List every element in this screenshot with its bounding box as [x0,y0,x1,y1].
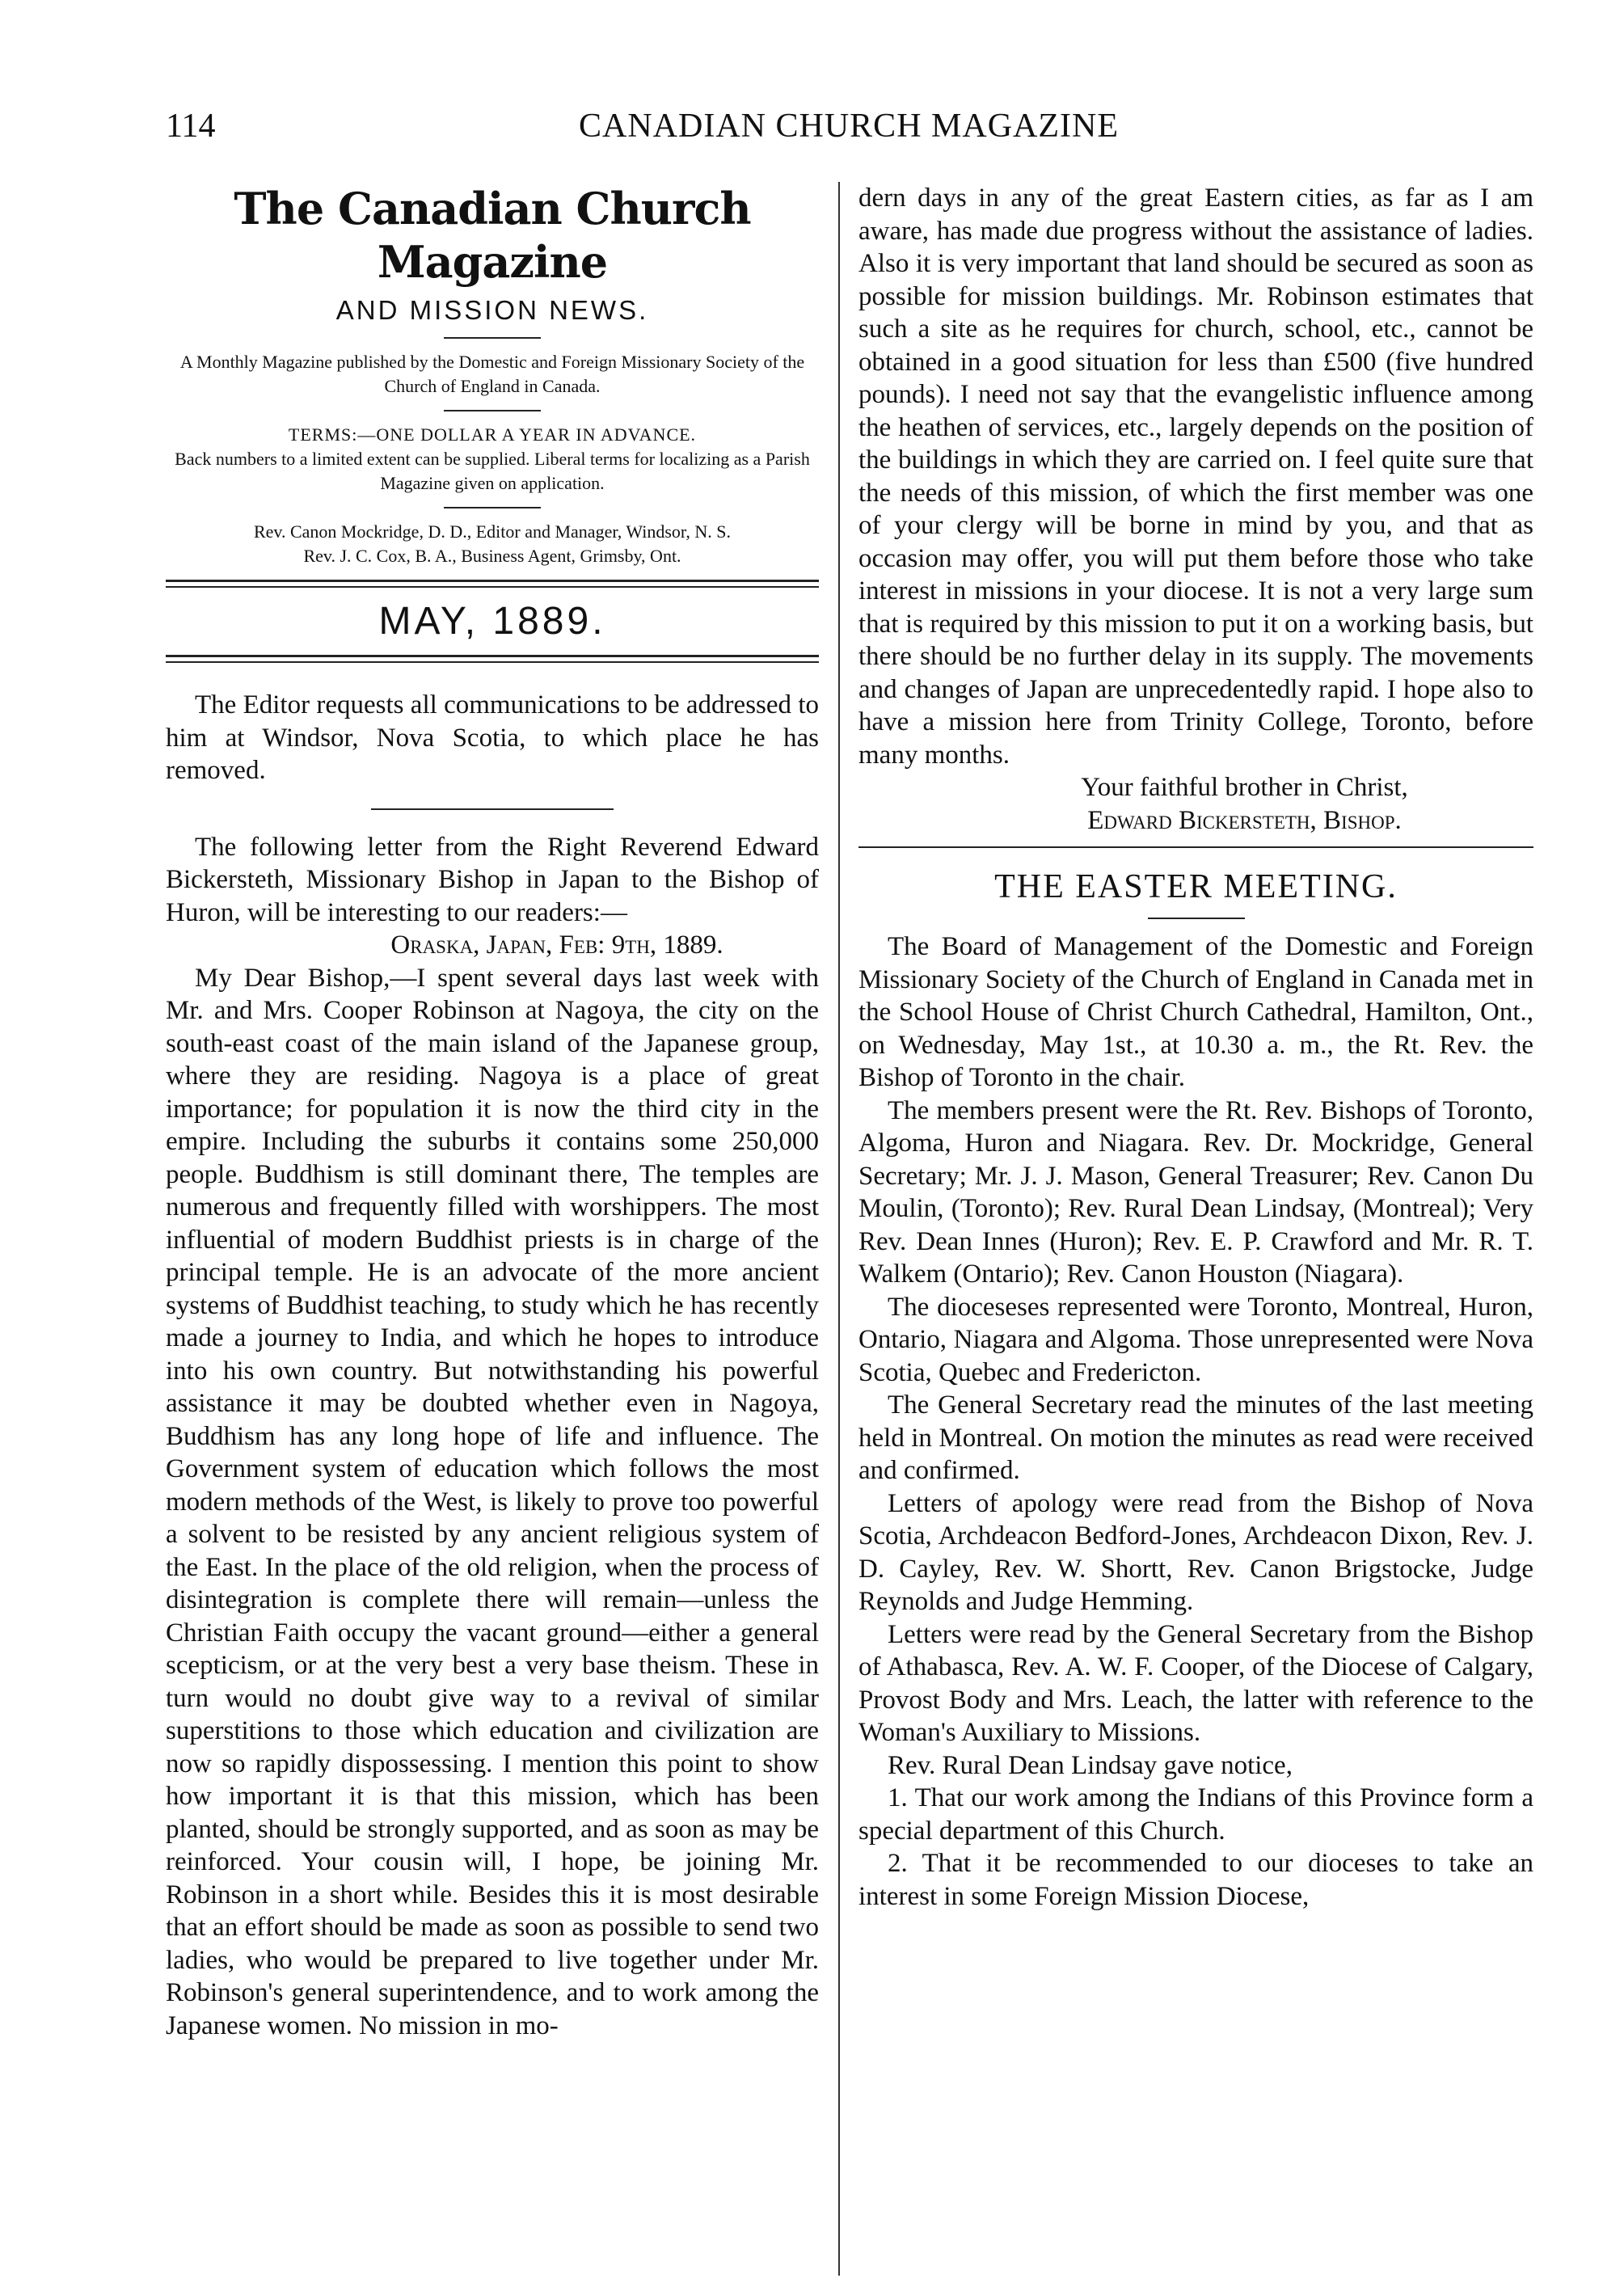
meeting-paragraph: Rev. Rural Dean Lindsay gave notice, [888,1750,1293,1780]
meeting-paragraph: The members present were the Rt. Rev. Bishops of Toronto, Algoma, Huron and Niagara. Rev. Dr. Mockridge, General Secretary; Mr. J. J. Mason, General Treasurer; Rev. Canon Du Moulin, (Toronto); Rev. Rural Dean Lindsay, (Montreal); Very Rev. Dean Innes (Huron); Rev. E. P. Crawford and Mr. R. T. Walkem (Ontario); Rev. Canon Houston (Niagara). [858,1095,1533,1289]
right-column [858,182,1533,1913]
masthead [166,182,819,663]
divider [371,808,614,810]
letter-body: My Dear Bishop,—I spent several days last week with Mr. and Mrs. Cooper Robinson at Nagoya, the city on the south-east coast of the main island of the Japanese group, where they are residing. Nagoya is a place of great importance; for population it is now the third city in the empire. Including the suburbs it contains some 250,000 people. Buddhism is still dominant there, The temples are numerous and frequently filled with worshippers. The most influential of modern Buddhist priests is in charge of the principal temple. He is an advocate of the more ancient systems of Buddhist teaching, to study which he has recently made a journey to India, and which he hopes to introduce into his own country. But notwithstanding his powerful assistance it may be doubted whether even in Nagoya, Buddhism has any long hope of life and influence. The Government system of education which follows the most modern methods of the West, is likely to prove too powerful a solvent to be resisted by any ancient religious system of the East. In the place of the old religion, when the process of disintegration is complete there will remain—unless the Christian Faith occupy the vacant ground—either a general scepticism, or at the very best a very base theism. These in turn would no doubt give way to a revival of similar superstitions to those which education and civilization are now so rapidly dispossessing. I mention this point to show how important it is that this mission, which has been planted, should be strongly supported, and as soon as may be reinforced. Your cousin will, I hope, be joining Mr. Robinson in a short while. Besides this it is most desirable that an effort should be made as soon as possible to send two ladies, who would be prepared to live together under Mr. Robinson's general superintendence, and to work among the Japanese women. No mission in mo- [166,963,819,2040]
page-number: 114 [166,108,216,145]
divider [858,846,1533,848]
section-title: THE EASTER MEETING. [994,868,1398,905]
letter-continued: dern days in any of the great Eastern cities, as far as I am aware, has made due progress without the assistance of ladies. Also it is very important that land should be secured as soon as possible for mission buildings. Mr. Robinson estimates that such a site as he requires for church, school, etc., cannot be obtained in a good situation for less than £500 (five hundred pounds). I need not say that the evangelistic influence among the heathen of services, etc., largely depends on the position of the buildings in which they are carried on. I feel quite sure that the needs of this mission, of which the first member was one of your clergy will be borne in mind by you, and that as occasion may offer, you will put them before those who take interest in missions in your diocese. It is not a very large sum that is required by this mission to put it on a working basis, but there should be no further delay in its supply. The movements and changes of Japan are unprecedentedly rapid. I hope also to have a mission here from Trinity College, Toronto, before many months. [858,184,1533,770]
divider [1148,918,1245,919]
divider [444,410,541,411]
editor-notice: The Editor requests all communications to be addressed to him at Windsor, Nova Scotia, to which place he has removed. [166,690,819,785]
magazine-description: A Monthly Magazine published by the Domestic and Foreign Missionary Society of the Church of England in Canada. [179,352,805,396]
meeting-paragraph: Letters of apology were read from the Bishop of Nova Scotia, Archdeacon Bedford-Jones, Archdeacon Dixon, Rev. J. D. Cayley, Rev. W. Shortt, Rev. Canon Brigstocke, Judge Reynolds and Judge Hemming. [858,1488,1533,1616]
running-head [166,107,1532,155]
back-numbers-note: Back numbers to a limited extent can be supplied. Liberal terms for localizing as a Parish Magazine given on application. [175,449,810,493]
meeting-paragraph: The General Secretary read the minutes of the last meeting held in Montreal. On motion the minutes as read were received and confirmed. [858,1390,1533,1485]
agent-line: Rev. J. C. Cox, B. A., Business Agent, Grimsby, Ont. [303,546,681,566]
meeting-paragraph: Letters were read by the General Secretary from the Bishop of Athabasca, Rev. A. W. F. Cooper, of the Diocese of Calgary, Provost Body and Mrs. Leach, the latter with reference to the Woman's Auxiliary to Missions. [858,1619,1533,1747]
running-title: CANADIAN CHURCH MAGAZINE [579,108,1119,145]
double-rule [166,580,819,588]
letter-closing: Your faithful brother in Christ, [1081,773,1408,802]
left-column [166,182,819,2042]
meeting-paragraph: 2. That it be recommended to our dioceses to take an interest in some Foreign Mission Diocese, [858,1849,1533,1911]
editor-line: Rev. Canon Mockridge, D. D., Editor and Manager, Windsor, N. S. [253,521,732,542]
double-rule [166,655,819,663]
divider [444,337,541,339]
divider [444,507,541,508]
letter-signature: Edward Bickersteth, Bishop. [1087,805,1402,835]
column-divider [838,182,840,2276]
meeting-paragraph: 1. That our work among the Indians of this Province form a special department of this Church. [858,1783,1533,1846]
letter-dateline: Oraska, Japan, Feb: 9th, 1889. [390,930,723,960]
magazine-title: The Canadian Church Magazine [234,183,751,288]
meeting-paragraph: The Board of Management of the Domestic and Foreign Missionary Society of the Church of England in Canada met in the School House of Christ Church Cathedral, Hamilton, Ont., on Wednesday, May 1st., at 10.30 a. m., the Rt. Rev. the Bishop of Toronto in the chair. [858,932,1533,1092]
letter-intro: The following letter from the Right Reverend Edward Bickersteth, Missionary Bishop in Japan to the Bishop of Huron, will be interesting to our readers:— [166,832,819,927]
terms: TERMS:—ONE DOLLAR A YEAR IN ADVANCE. [288,424,697,445]
issue-date: MAY, 1889. [378,600,606,643]
magazine-subtitle: AND MISSION NEWS. [335,295,649,325]
meeting-paragraph: The dioceseses represented were Toronto, Montreal, Huron, Ontario, Niagara and Algoma. Those unrepresented were Nova Scotia, Quebec and Fredericton. [858,1292,1533,1387]
